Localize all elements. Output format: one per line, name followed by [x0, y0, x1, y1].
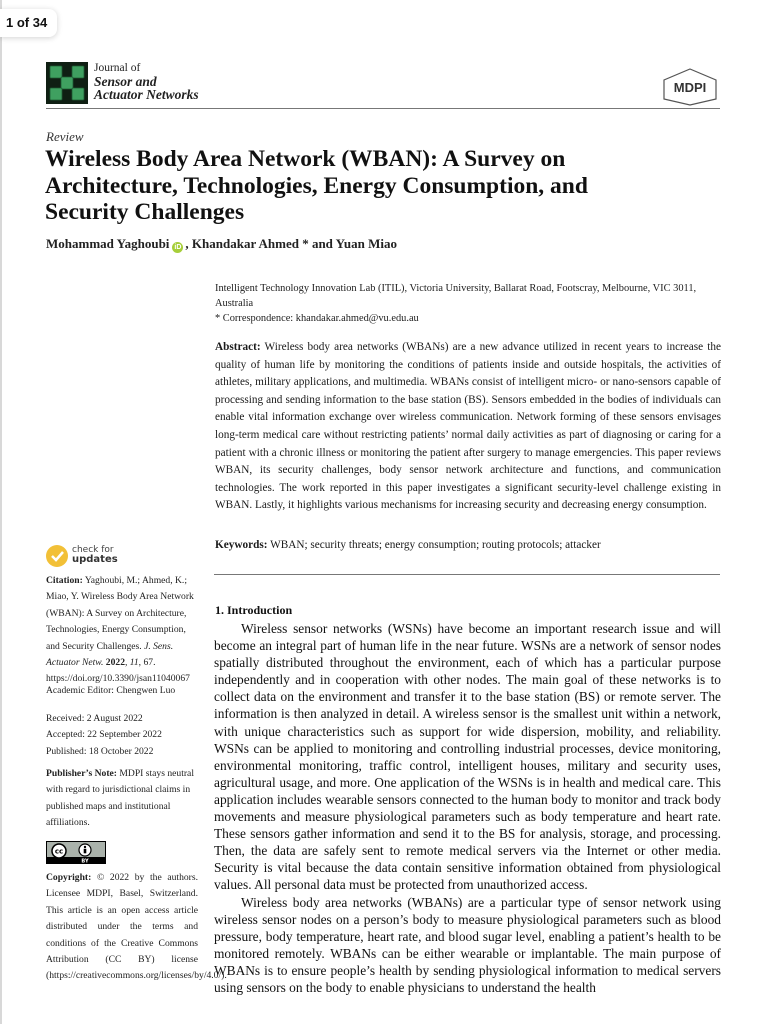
publisher-note: [46, 766, 198, 832]
affiliation-block: [215, 281, 720, 326]
copyright-label: Copyright:: [46, 872, 92, 883]
mdpi-logo-text: MDPI: [673, 80, 707, 95]
journal-header: [46, 62, 720, 110]
keywords-label: Keywords:: [215, 539, 268, 551]
abstract: [215, 339, 721, 515]
body-paragraph: Wireless sensor networks (WSNs) have become an important research issue and will become an integral part of human life in the near future. WSNs are a network of sensor nodes spatially distributed throughout the environment, each of which has a particular purpose independently and in cooperation with other nodes. The main goal of these networks is to collect data on the environment and transfer it to the base station (BS) or remote server. The information is then analyzed in detail. A wireless sensor is the smallest unit within a network, with unique characteristics such as support for wide dispersion, mobility, and reliability. WSNs can be applied to monitoring and controlling industrial processes, device monitoring, environmental monitoring, traffic control, intelligent houses, military and security uses, agricultural usage, and more. One application of the WSNs is in health and medical care. This application includes wearable sensors connected to the human body to monitor and track body movements and measure physiological parameters such as body temperature and heart rate. These sensors gather information and send it to the BS for analysis, storage, and processing. Then, the data are safely sent to remote medical servers via the Internet or other media. Security is vital because the data contain sensitive information obtained from physiological values. All personal data must be protected from unauthorized access.: [214, 621, 721, 893]
journal-title-line1: Sensor and: [94, 74, 157, 89]
header-divider: [46, 108, 720, 109]
cc-by-license-badge[interactable]: [46, 841, 106, 864]
keywords-text: WBAN; security threats; energy consumption; routing protocols; attacker: [270, 539, 601, 551]
body-paragraph: Wireless body area networks (WBANs) are a particular type of sensor network using wireless sensor nodes on a person’s body to measure physiological parameters such as blood pressure, body temperature, heart rate, and blood sugar level, enabling a patient’s health to be monitored remotely. WBANs can be either wearable or implantable. The main purpose of WBANs is to ensure people’s health by sending physiological information to medical servers using sensors on the body to enable physicians to understand the health: [214, 894, 721, 995]
author-list: [46, 236, 397, 253]
citation-volume: 11: [129, 657, 139, 669]
article-title: Wireless Body Area Network (WBAN): A Survey on Architecture, Technologies, Energy Consumption, and Security Challenges: [45, 146, 588, 225]
author-rest: , Khandakar Ahmed * and Yuan Miao: [185, 236, 397, 251]
abstract-label: Abstract:: [215, 341, 261, 353]
academic-editor: Academic Editor: Chengwen Luo: [46, 685, 176, 696]
publisher-note-label: Publisher’s Note:: [46, 768, 117, 779]
section-divider: [214, 574, 720, 575]
journal-logo-icon: [46, 62, 88, 104]
article-type: Review: [46, 129, 84, 144]
citation-journal: J. Sens. Actuator Netw.: [46, 640, 174, 669]
author-first: Mohammad Yaghoubi: [46, 236, 170, 251]
journal-name: [94, 62, 199, 101]
check-updates-line2: updates: [72, 554, 118, 565]
copyright-text: © 2022 by the authors. Licensee MDPI, Basel, Switzerland. This article is an open access article distributed under the terms and conditions of the Creative Commons Attribution (CC BY) license (https://creativecommons.org/licenses/by/4.0/).: [46, 872, 227, 982]
journal-title-line2: Actuator Networks: [94, 87, 199, 102]
page-indicator: 1 of 34: [0, 9, 57, 37]
correspondence: * Correspondence: khandakar.ahmed@vu.edu.au: [215, 313, 419, 324]
viewer-left-edge: [0, 0, 2, 1024]
check-updates-icon: [46, 545, 68, 567]
check-updates-line1: check for: [72, 545, 114, 555]
published-date: Published: 18 October 2022: [46, 745, 154, 757]
citation-block: Citation: Yaghoubi, M.; Ahmed, K.; Miao, Y. Wireless Body Area Network (WBAN): A Survey on Architecture, Technologies, Energy Consumption, and Security Challenges. J. Sens. Actuator Netw. 2022, 11, 67. https://doi.org/10.3390/jsan11040067: [46, 575, 194, 685]
abstract-text: Wireless body area networks (WBANs) are a new advance utilized in recent years to increase the quality of human life by monitoring the conditions of patients inside and outside hospitals, the activities of athletes, military applications, and multimedia. WBANs consist of intelligent micro- or nano-sensors capable of processing and sending information to the base station (BS). Sensors embedded in the bodies of individuals can enable vital information exchange over wireless communication. Network forming of these sensors envisages long-term medical care without restricting patients’ normal daily activities as part of diagnosing or caring for a patient with a chronic illness or monitoring the patient after surgery to manage emergencies. This paper reviews WBAN, its security challenges, body sensor network architecture and functions, and communication technologies. The work reported in this paper investigates a significant security-level challenge existing in WBAN. Lastly, it highlights various mechanisms for increasing security and decreasing energy consumption.: [215, 341, 722, 512]
keywords: [215, 539, 721, 551]
cc-icon-label: cc: [54, 847, 64, 856]
by-label: BY: [81, 858, 89, 863]
orcid-icon[interactable]: iD: [174, 244, 182, 251]
publisher-note-text: MDPI stays neutral with regard to jurisdictional claims in published maps and institutional affiliations.: [46, 768, 194, 829]
body-text: [214, 620, 721, 996]
check-for-updates-button[interactable]: [46, 543, 126, 571]
journal-prefix: Journal of: [94, 62, 141, 74]
dates-block: [46, 711, 198, 760]
citation-label: Citation:: [46, 575, 83, 586]
accepted-date: Accepted: 22 September 2022: [46, 729, 162, 741]
mdpi-logo-icon: [662, 68, 718, 106]
copyright-block: [46, 870, 227, 985]
affiliation: Intelligent Technology Innovation Lab (ITIL), Victoria University, Ballarat Road, Footscray, Melbourne, VIC 3011, Australia: [215, 283, 697, 309]
citation-year: 2022: [105, 657, 125, 669]
section-heading-introduction: 1. Introduction: [215, 603, 293, 617]
citation-text: Yaghoubi, M.; Ahmed, K.; Miao, Y. Wireless Body Area Network (WBAN): A Survey on Architecture, Technologies, Energy Consumption, and Security Challenges.: [46, 575, 194, 652]
received-date: Received: 2 August 2022: [46, 713, 143, 724]
citation-doi[interactable]: , 67. https://doi.org/10.3390/jsan11040067: [46, 657, 190, 685]
